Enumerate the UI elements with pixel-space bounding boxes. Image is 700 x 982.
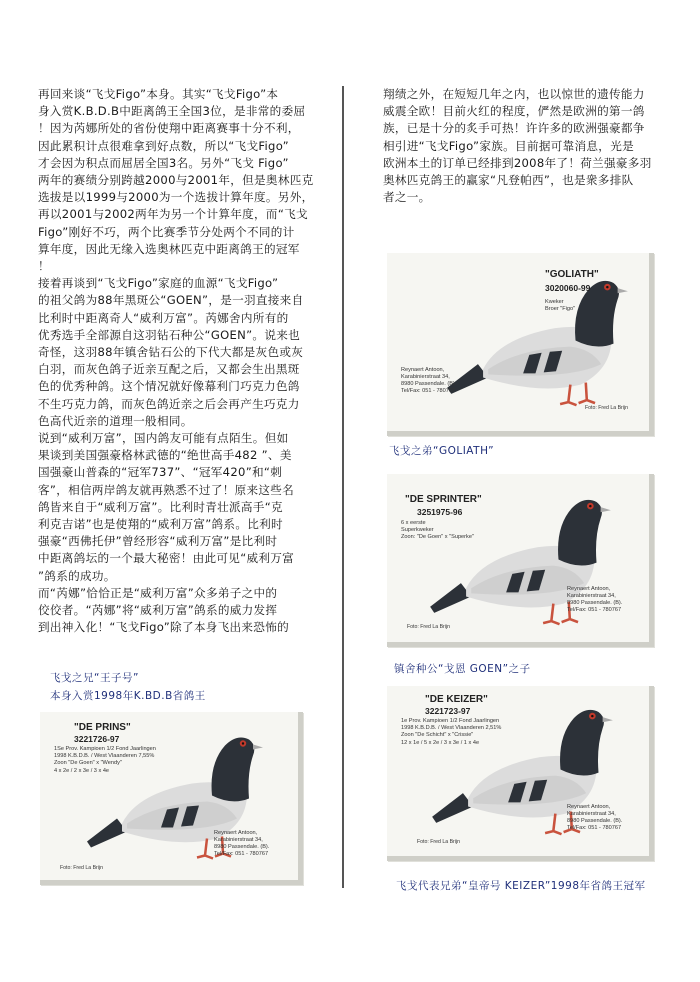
text-line: 的祖父鸽为88年黑斑公“GOEN”，是一羽直接来自	[38, 293, 304, 308]
right-column-text	[383, 86, 661, 206]
text-line: 白羽，而灰色鸽子近亲互配之后，又都会生出黑斑	[38, 362, 300, 377]
desc-line: 4 x 2e / 2 x 3e / 3 x 4e	[54, 767, 110, 774]
photo-prins	[40, 712, 303, 885]
owner-line: Reynaert Antoon,	[401, 367, 445, 373]
text-line: 中距离鸽坛的一个最大秘密！由此可见“威利万富	[38, 551, 295, 566]
owner-line: Tel/Fax: 051 - 780767	[567, 825, 622, 831]
paragraph-4	[38, 585, 319, 637]
text-line: ”鸽系的成功。	[38, 568, 116, 583]
text-line: 利克吉诺”也是使翔的“威利万富”鸽系。比利时	[38, 517, 283, 532]
text-line: 强豪“西佛托伊”曾经形容“威利万富”是比利时	[38, 534, 278, 549]
text-line: 身入赏K.B.D.B中距离鸽王全国3位，是非常的委屈	[38, 104, 306, 119]
owner-info	[214, 830, 269, 858]
caption-sprinter: 镇舍种公“戈恩 GOEN”之子	[394, 663, 531, 675]
paragraph-1	[38, 86, 319, 275]
owner-line: Karabinierstraat 34,	[401, 374, 450, 380]
text-line: 色高代近亲的道理一般相同。	[38, 413, 193, 428]
desc-line: 1998 K.B.D.B. / West Vlaanderen 2,51%	[401, 725, 502, 732]
photo-credit: Foto: Fred La Brijn	[60, 865, 103, 871]
ring-number: 3221726-97	[74, 734, 120, 744]
pigeon-description	[401, 520, 474, 542]
text-line: 再回来谈“飞戈Figo”本身。其实“飞戈Figo”本	[38, 87, 279, 101]
pigeon-name: "DE PRINS"	[74, 722, 131, 733]
text-line: 比利时中距离奇人“威利万富”。芮娜舍内所有的	[38, 310, 289, 325]
text-line: 国强豪山普森的“冠军737”、“冠军420”和“刺	[38, 465, 283, 480]
text-line: 算年度，因此无缘入选奥林匹克中距离鸽王的冠军	[38, 241, 300, 256]
text-line: 不生巧克力鸽，而灰色鸽近亲之后会再产生巧克力	[38, 396, 300, 411]
caption-prins-line2: 本身入赏1998年K.BD.B省鸽王	[50, 690, 206, 702]
text-line: 相引进“飞戈Figo”家族。目前据可靠消息，光是	[383, 138, 634, 153]
photo-credit: Foto: Fred La Brijn	[585, 405, 628, 411]
text-line: 者之一。	[383, 190, 431, 205]
caption-keizer: 飞戈代表兄弟“皇帝号 KEIZER”1998年省鸽王冠军	[396, 880, 646, 892]
text-line: 威震全欧！目前火红的程度，俨然是欧洲的第一鸽	[383, 104, 645, 119]
owner-line: Tel/Fax: 051 - 780767	[401, 388, 456, 394]
pigeon-description	[54, 746, 156, 775]
desc-line: 1998 K.B.D.B. / West Vlaanderen 7,55%	[54, 753, 155, 760]
desc-line: 1Se Prov. Kampioen 1/2 Fond Jaarlingen	[54, 746, 156, 752]
pigeon-name: "DE SPRINTER"	[405, 494, 482, 505]
desc-line: Kweker	[545, 299, 564, 305]
ring-number: 3251975-96	[417, 507, 463, 517]
ring-number: 3221723-97	[425, 706, 471, 716]
pigeon-name: "DE KEIZER"	[425, 694, 488, 705]
owner-line: 8980 Passendale. (B).	[401, 381, 457, 387]
text-line: 优秀选手全部源自这羽钻石种公“GOEN”。说来也	[38, 327, 301, 342]
photo-goliath	[387, 253, 654, 436]
text-line: 才会因为积点而屈居全国3名。另外“飞戈 Figo”	[38, 155, 289, 170]
text-line: 客”，相信两岸鸽友就再熟悉不过了！原来这些名	[38, 482, 295, 497]
text-line: Figo”刚好不巧，两个比赛季节分处两个不同的计	[38, 224, 295, 239]
text-line: 奥林匹克鸽王的赢家“凡登帕西”，也是衆多排队	[383, 173, 634, 188]
owner-line: Tel/Fax: 051 - 780767	[567, 607, 622, 613]
paragraph-2	[38, 275, 319, 430]
text-line: 色的优秀种鸽。这个情况就好像幕利门巧克力色鸽	[38, 379, 300, 394]
owner-line: Karabinierstraat 34,	[567, 811, 616, 817]
desc-line: Zoon "De Schicht" x "Crissie"	[401, 732, 474, 739]
desc-line: 12 x 1e / 5 x 2e / 3 x 3e / 1 x 4e	[401, 739, 480, 746]
desc-line: Zoon "De Goen" x "Wendy"	[54, 760, 122, 767]
text-line: 而“芮娜”恰恰正是“威利万富”众多弟子之中的	[38, 585, 278, 600]
desc-line: 6 x eerste	[401, 520, 426, 526]
owner-line: 8980 Passendale. (B).	[214, 844, 270, 850]
photo-sprinter	[387, 474, 654, 647]
column-divider	[342, 86, 344, 888]
text-line: 接着再谈到“飞戈Figo”家庭的血源“飞戈Figo”	[38, 276, 279, 291]
desc-line: Broer "Figo"	[545, 306, 576, 313]
owner-line: Karabinierstraat 34,	[567, 593, 616, 599]
left-column-text	[38, 86, 319, 637]
text-line: 翔绩之外，在短短几年之内，也以惊世的遗传能力	[383, 87, 645, 101]
text-line: ！	[38, 259, 50, 274]
text-line: 欧洲本土的订单已经排到2008年了！荷兰强豪多羽	[383, 155, 652, 170]
text-line: 因此累积计点很难拿到好点数，所以“飞戈Figo”	[38, 138, 289, 153]
owner-info	[567, 586, 622, 614]
caption-prins-line1: 飞戈之兄“王子号”	[50, 672, 139, 684]
text-line: 说到“威利万富”，国内鸽友可能有点陌生。但如	[38, 431, 289, 446]
text-line: 选拔是以1999与2000为一个选拔计算年度。另外，	[38, 190, 314, 205]
photo-credit: Foto: Fred La Brijn	[417, 839, 460, 845]
text-line: ！因为芮娜所处的省份使翔中距离赛事十分不利，	[38, 121, 300, 136]
text-line: 到出神入化！“飞戈Figo”除了本身飞出来恐怖的	[38, 620, 289, 635]
paragraph-5	[383, 86, 661, 206]
text-line: 佼佼者。“芮娜”将“威利万富”鸽系的威力发挥	[38, 603, 278, 618]
owner-line: Reynaert Antoon,	[567, 804, 611, 810]
owner-info	[401, 367, 456, 395]
owner-info	[567, 804, 622, 832]
desc-line: Superkweker	[401, 527, 434, 534]
owner-line: Karabinierstraat 34,	[214, 837, 263, 843]
photo-credit: Foto: Fred La Brijn	[407, 624, 450, 630]
text-line: 奇怪，这羽88年镇舍钻石公的下代大都是灰色或灰	[38, 345, 304, 360]
text-line: 再以2001与2002两年为另一个计算年度，而“飞戈	[38, 207, 308, 222]
pigeon-illustration	[442, 261, 632, 421]
owner-line: 8980 Passendale. (B).	[567, 818, 623, 824]
owner-line: Reynaert Antoon,	[214, 830, 258, 836]
paragraph-3	[38, 430, 319, 585]
owner-line: 8980 Passendale. (B).	[567, 600, 623, 606]
pigeon-name: "GOLIATH"	[545, 269, 599, 280]
owner-line: Tel/Fax: 051 - 780767	[214, 851, 269, 857]
pigeon-description	[401, 718, 501, 747]
text-line: 鸽皆来自于“威利万富”。比利时青壮派高手“克	[38, 499, 283, 514]
photo-keizer	[387, 686, 654, 861]
pigeon-description	[545, 299, 575, 313]
owner-line: Reynaert Antoon,	[567, 586, 611, 592]
text-line: 果谈到美国强豪格林武德的“绝世高手482 ”、美	[38, 448, 292, 463]
desc-line: 1e Prov. Kampioen 1/2 Fond Jaarlingen	[401, 718, 500, 724]
text-line: 族，已是十分的炙手可热！许许多的欧洲强豪都争	[383, 121, 645, 136]
desc-line: Zoon: "De Goen" x "Superke"	[401, 534, 474, 541]
ring-number: 3020060-99	[545, 283, 591, 293]
text-line: 两年的赛绩分别跨越2000与2001年，但是奥林匹克	[38, 173, 314, 188]
caption-goliath: 飞戈之弟“GOLIATH”	[389, 445, 495, 457]
